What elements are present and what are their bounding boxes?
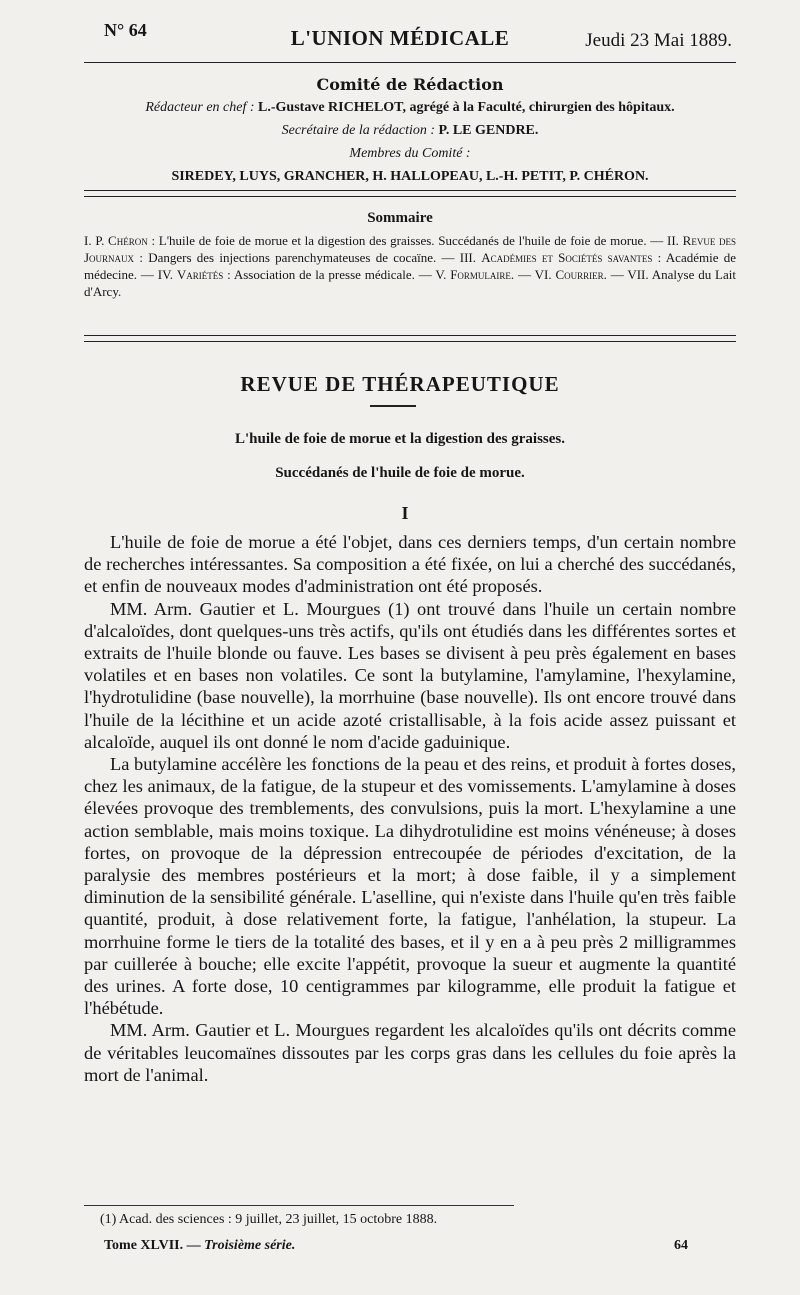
- members-label: Membres du Comité :: [349, 146, 471, 161]
- article-subtitle-1: L'huile de foie de morue et la digestion des graisses.: [235, 431, 565, 447]
- summary-item1-author: P. Chéron: [95, 233, 148, 248]
- summary-text: [84, 232, 736, 300]
- footnote-rule: [84, 1205, 514, 1206]
- summary-item2-text: : Dangers des injections parenchymateuses de cocaïne. —: [139, 250, 455, 265]
- secretary-label: Secrétaire de la rédaction :: [281, 123, 436, 138]
- committee-title: Comité de Rédaction: [316, 75, 504, 94]
- editor-value: L.-Gustave RICHELOT, agrégé à la Faculté, chirurgien des hôpitaux.: [258, 100, 675, 115]
- summary-item4-num: IV.: [157, 267, 174, 282]
- article-body: [84, 531, 736, 1086]
- section-title: REVUE DE THÉRAPEUTIQUE: [240, 372, 560, 396]
- summary-double-rule: [84, 335, 736, 342]
- summary-item7-text: Analyse du Lait d'Arcy.: [84, 267, 736, 299]
- page-number: 64: [674, 1238, 688, 1253]
- issue-number: N° 64: [104, 20, 147, 40]
- summary-item4-head: Variétés: [176, 267, 224, 282]
- summary-item2-head: Revue des Journaux: [84, 233, 737, 265]
- committee-block: [84, 73, 736, 188]
- journal-title: L'UNION MÉDICALE: [290, 26, 510, 50]
- paragraph-2: MM. Arm. Gautier et L. Mourgues (1) ont trouvé dans l'huile un certain nombre d'alcaloïdes, dont quelques-uns très actifs, qu'ils ont étudiés dans les différentes sortes et extraits de l'huile blonde ou fauve. Les bases se divisent à peu près également en bases volatiles et en bases non volatiles. Ce sont la butylamine, l'amylamine, l'hexylamine, l'hydrotulidine (base nouvelle), la morrhuine (base nouvelle). Ils ont encore trouvé dans l'huile de la lécithine et un acide azoté cristallisable, à la fois acide assez puissant et alcaloïde, auquel ils ont donné le nom d'acide gaduinique.: [84, 598, 736, 752]
- summary-title: Sommaire: [367, 210, 433, 226]
- committee-editor: [84, 96, 736, 119]
- issue-date: Jeudi 23 Mai 1889.: [585, 30, 732, 51]
- summary-item1-text: : L'huile de foie de morue et la digestion des graisses. Succédanés de l'huile de foie de morue. —: [151, 233, 664, 248]
- editor-label: Rédacteur en chef :: [145, 100, 255, 115]
- summary-item3-text: : Académie de médecine. —: [84, 250, 737, 282]
- summary-item6-num: VI.: [534, 267, 552, 282]
- footer-series: Troisième série.: [204, 1238, 296, 1253]
- committee-double-rule: [84, 190, 736, 197]
- members-value: SIREDEY, LUYS, GRANCHER, H. HALLOPEAU, L.-H. PETIT, P. CHÉRON.: [171, 169, 649, 184]
- secretary-value: P. LE GENDRE.: [438, 123, 539, 138]
- summary-item1-num: I.: [84, 233, 92, 248]
- summary-item6-text: . —: [603, 267, 624, 282]
- committee-members-label-line: [84, 142, 736, 165]
- paragraph-4: MM. Arm. Gautier et L. Mourgues regardent les alcaloïdes qu'ils ont décrits comme de véritables leucomaïnes dissoutes par les corps gras dans les cellules du foie après la mort de l'animal.: [84, 1020, 736, 1085]
- summary-item3-num: III.: [459, 250, 476, 265]
- summary-item5-num: V.: [435, 267, 447, 282]
- committee-members-line: [84, 165, 736, 188]
- summary-item2-num: II.: [667, 233, 679, 248]
- part-numeral: I: [401, 503, 409, 523]
- footer-volume: Tome XLVII. — Troisième série.: [104, 1238, 296, 1253]
- article-subtitle-2: Succédanés de l'huile de foie de morue.: [275, 465, 525, 481]
- summary-item4-text: : Association de la presse médicale. —: [227, 267, 432, 282]
- summary-item7-num: VII.: [627, 267, 649, 282]
- summary-item3-head: Académies et Sociétés savantes: [481, 250, 653, 265]
- footer-volume-label: Tome XLVII.: [104, 1238, 184, 1253]
- footnote: (1) Acad. des sciences : 9 juillet, 23 juillet, 15 octobre 1888.: [100, 1212, 438, 1227]
- summary-item5-text: . —: [510, 267, 532, 282]
- summary-item6-head: Courrier: [555, 267, 604, 282]
- committee-secretary: [84, 119, 736, 142]
- paragraph-1: L'huile de foie de morue a été l'objet, dans ces derniers temps, d'un certain nombre de recherches intéressantes. Sa composition a été fixée, on lui a cherché des succédanés, et enfin de nouveaux modes d'administration ont été proposés.: [84, 532, 736, 597]
- section-title-rule: [370, 405, 416, 407]
- header-rule: [84, 62, 736, 63]
- summary-item5-head: Formulaire: [450, 267, 511, 282]
- paragraph-3: La butylamine accélère les fonctions de la peau et des reins, et produit à fortes doses, chez les animaux, de la fatigue, de la stupeur et des vomissements. L'amylamine à doses élevées provoque des tremblements, des convulsions, puis la mort. L'hexylamine a une action semblable, mais moins toxique. La dihydrotulidine est moins vénéneuse; à doses fortes, on provoque de la dépression entrecoupée de périodes d'excitation, de la paralysie des membres postérieurs et la mort; à dose faible, il y a simplement diminution de la sensibilité générale. L'aselline, qui n'existe dans l'huile qu'en très faible quantité, produit, à dose relativement forte, la fatigue, l'anhélation, la stupeur. La morrhuine forme le tiers de la totalité des bases, et il y en a à peu près 2 milligrammes par cuillerée à bouche; elle excite l'appétit, provoque la sueur et augmente la quantité des urines. A forte dose, 10 centigrammes par kilogramme, elle produit la fatigue et l'hébétude.: [84, 754, 736, 1019]
